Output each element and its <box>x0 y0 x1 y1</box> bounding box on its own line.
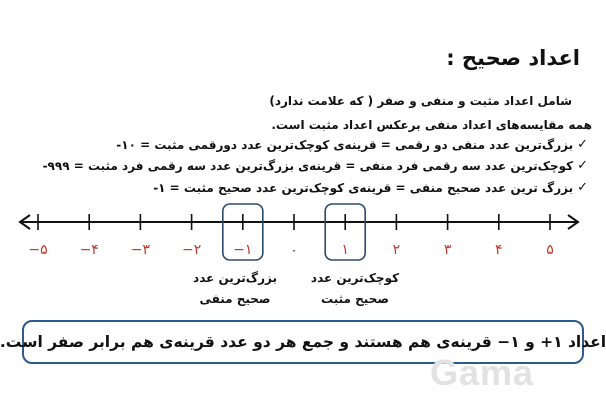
check-icon: ✓ <box>577 158 588 173</box>
definition-text: شامل اعداد مثبت و منفی و صفر ( که علامت ندارد) <box>269 94 572 108</box>
number-line <box>0 200 600 270</box>
tick-label: ۱ <box>341 242 349 258</box>
check-icon: ✓ <box>577 180 588 195</box>
summary-text: اعداد ۱+ و ۱− قرینه‌ی هم هستند و جمع هر دو عدد قرینه‌ی هم برابر صفر است. <box>0 333 606 351</box>
tick-label: −۴ <box>79 242 99 258</box>
tick-label: ۳ <box>443 242 452 258</box>
callout-largest-negative <box>190 268 280 310</box>
callout-line: صحیح مثبت <box>321 292 389 306</box>
callout-line: کوچک‌ترین عدد <box>310 271 400 285</box>
tick-label: ۴ <box>495 242 503 258</box>
rule-item <box>28 137 588 152</box>
tick-label: −۵ <box>28 242 48 258</box>
rule-text: بزرگ ترین عدد صحیح منفی = قرینه‌ی کوچک‌ترین عدد صحیح مثبت = ۱- <box>153 180 574 195</box>
page-title: اعداد صحیح : <box>446 46 580 70</box>
rule-text: کوچک‌ترین عدد سه رقمی فرد منفی = قرینه‌ی بزرگ‌ترین عدد سه رقمی فرد مثبت = ۹۹۹- <box>42 158 574 173</box>
rule-item <box>28 180 588 195</box>
check-icon: ✓ <box>577 137 588 152</box>
tick-label: −۲ <box>181 242 202 258</box>
callout-smallest-positive <box>300 268 410 310</box>
tick-label: ۰ <box>290 243 298 257</box>
callout-line: بزرگ‌ترین عدد <box>193 271 277 285</box>
callout-line: صحیح منفی <box>199 292 271 306</box>
intro-text: همه مقایسه‌های اعداد منفی برعکس اعداد مثبت است. <box>271 118 592 132</box>
tick-label: −۱ <box>233 242 253 258</box>
tick-label: ۲ <box>392 242 401 258</box>
tick-label: ۵ <box>546 242 554 258</box>
watermark-logo: Gama <box>430 352 535 393</box>
rule-text: بزرگ‌ترین عدد منفی دو رقمی = قرینه‌ی کوچک‌ترین عدد دورقمی مثبت = ۱۰- <box>116 137 574 152</box>
rule-item <box>28 158 588 173</box>
tick-label: −۳ <box>130 242 151 258</box>
